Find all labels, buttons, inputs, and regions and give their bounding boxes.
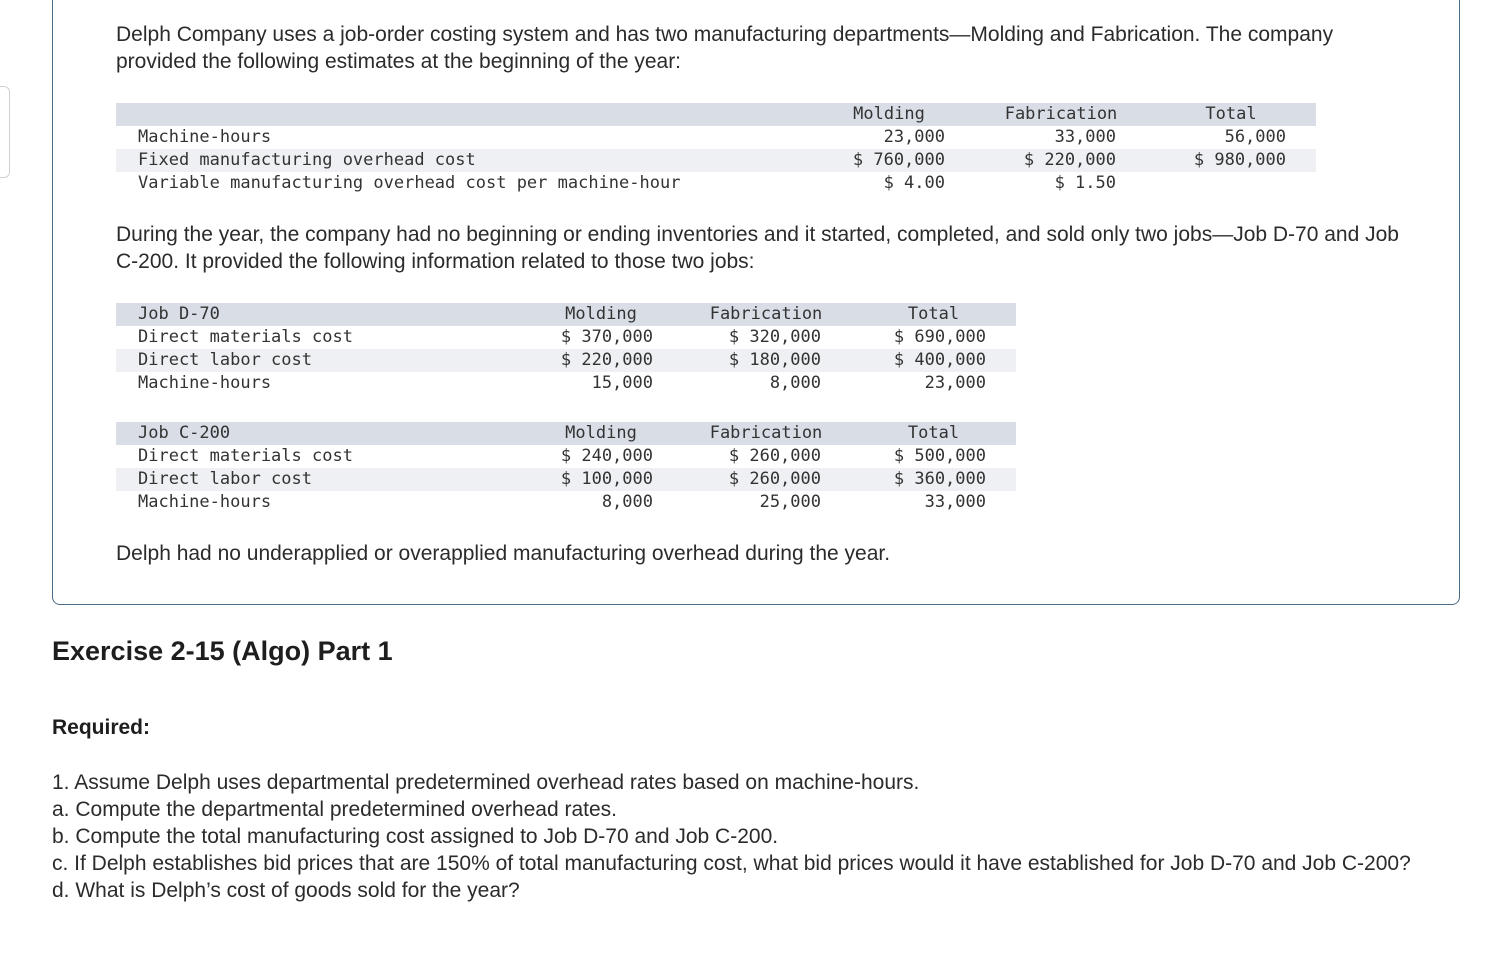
table-row <box>116 491 1016 514</box>
closing-paragraph: Delph had no underapplied or overapplied manufacturing overhead during the year. <box>116 542 891 565</box>
exercise-title: Exercise 2-15 (Algo) Part 1 <box>52 636 393 666</box>
total-value: 33,000 <box>924 492 986 512</box>
col-molding: Molding <box>565 423 637 443</box>
fabrication-value: $ 1.50 <box>1054 173 1116 193</box>
col-total: Total <box>907 423 960 443</box>
total-value: $ 400,000 <box>893 350 986 370</box>
molding-value: $ 760,000 <box>852 150 945 170</box>
molding-value: 8,000 <box>601 492 653 512</box>
total-value: $ 690,000 <box>893 327 986 347</box>
col-total: Total <box>907 304 960 324</box>
molding-value: $ 220,000 <box>560 350 653 370</box>
list-item: b. Compute the total manufacturing cost assigned to Job D-70 and Job C-200. <box>52 825 779 848</box>
list-item: 1. Assume Delph uses departmental predetermined overhead rates based on machine-hours. <box>52 771 920 794</box>
col-fabrication: Fabrication <box>709 423 823 443</box>
row-label: Direct materials cost <box>138 327 353 347</box>
table-row <box>116 126 1316 149</box>
table-row <box>116 172 1316 195</box>
list-item: c. If Delph establishes bid prices that are 150% of total manufacturing cost, what bid prices would it have established for Job D-70 and Job C-200? <box>52 852 1411 875</box>
molding-value: $ 240,000 <box>560 446 653 466</box>
total-value: $ 360,000 <box>893 469 986 489</box>
job-title: Job D-70 <box>138 304 220 324</box>
col-molding: Molding <box>565 304 637 324</box>
col-total: Total <box>1205 104 1257 124</box>
fabrication-value: $ 180,000 <box>728 350 821 370</box>
job-c200-header-row <box>116 422 1016 445</box>
row-label: Variable manufacturing overhead cost per machine-hour <box>138 173 681 193</box>
table-row <box>116 349 1016 372</box>
col-fabrication: Fabrication <box>1004 104 1118 124</box>
row-label: Direct labor cost <box>138 350 312 370</box>
table-row <box>116 372 1016 395</box>
table-row <box>116 468 1016 491</box>
table-row <box>116 445 1016 468</box>
fabrication-value: 33,000 <box>1054 127 1116 147</box>
fabrication-value: $ 260,000 <box>728 446 821 466</box>
total-value: $ 500,000 <box>893 446 986 466</box>
row-label: Machine-hours <box>138 492 272 512</box>
row-label: Fixed manufacturing overhead cost <box>138 150 476 170</box>
row-label: Direct materials cost <box>138 446 353 466</box>
molding-value: $ 100,000 <box>560 469 653 489</box>
job-d70-header-row <box>116 303 1016 326</box>
row-label: Machine-hours <box>138 127 272 147</box>
molding-value: 15,000 <box>591 373 653 393</box>
fabrication-value: 8,000 <box>769 373 821 393</box>
table-row <box>116 149 1316 172</box>
fabrication-value: $ 320,000 <box>728 327 821 347</box>
side-tab[interactable] <box>0 86 10 178</box>
jobs-paragraph: During the year, the company had no beginning or ending inventories and it started, completed, and sold only two jobs—Job D-70 and Job C-200. It provided the following information related to those two jobs: <box>116 223 1399 273</box>
table-row <box>116 326 1016 349</box>
total-value: $ 980,000 <box>1193 150 1286 170</box>
list-item: a. Compute the departmental predetermined overhead rates. <box>52 798 618 821</box>
col-molding: Molding <box>853 104 925 124</box>
required-label: Required: <box>52 716 151 739</box>
list-item: d. What is Delph’s cost of goods sold for the year? <box>52 879 520 902</box>
row-label: Machine-hours <box>138 373 272 393</box>
requirements-list <box>52 769 1472 904</box>
total-value: 23,000 <box>924 373 986 393</box>
fabrication-value: $ 220,000 <box>1023 150 1116 170</box>
col-fabrication: Fabrication <box>709 304 823 324</box>
job-title: Job C-200 <box>138 423 231 443</box>
row-label: Direct labor cost <box>138 469 312 489</box>
total-value: 56,000 <box>1224 127 1286 147</box>
fabrication-value: $ 260,000 <box>728 469 821 489</box>
molding-value: 23,000 <box>883 127 945 147</box>
estimates-header-row <box>116 103 1316 126</box>
fabrication-value: 25,000 <box>759 492 821 512</box>
molding-value: $ 370,000 <box>560 327 653 347</box>
intro-paragraph: Delph Company uses a job-order costing system and has two manufacturing departments—Molding and Fabrication. The company provided the following estimates at the beginning of the year: <box>116 23 1334 73</box>
molding-value: $ 4.00 <box>883 173 945 193</box>
